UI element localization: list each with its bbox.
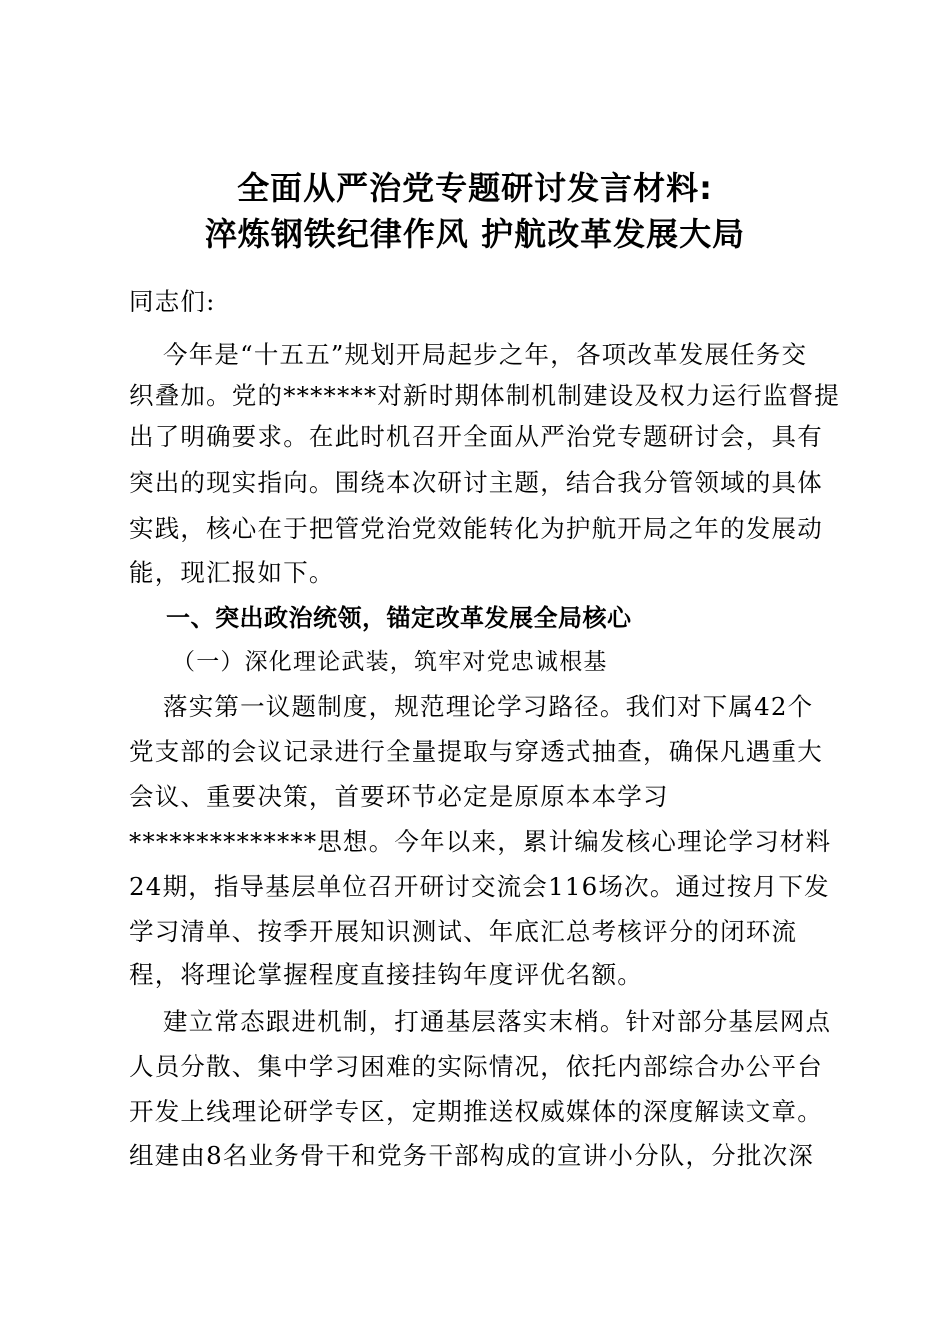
- subsection-heading: （一）深化理论武装，筑牢对党忠诚根基: [172, 649, 608, 675]
- intro-line: 实践，核心在于把管党治党效能转化为护航开局之年的发展动: [129, 514, 823, 543]
- paragraph-line: 组建由8名业务骨干和党务干部构成的宣讲小分队，分批次深: [129, 1141, 814, 1170]
- document-title-line-2: 淬炼钢铁纪律作风 护航改革发展大局: [204, 215, 746, 253]
- intro-line: 织叠加。党的*******对新时期体制机制建设及权力运行监督提: [129, 381, 840, 410]
- section-heading: 一、突出政治统领，锚定改革发展全局核心: [166, 604, 632, 632]
- paragraph-line: **************思想。今年以来，累计编发核心理论学习材料: [129, 827, 832, 856]
- intro-line: 出了明确要求。在此时机召开全面从严治党专题研讨会，具有: [129, 422, 823, 451]
- paragraph-line: 建立常态跟进机制，打通基层落实末梢。针对部分基层网点: [163, 1007, 832, 1036]
- document-title-line-1: 全面从严治党专题研讨发言材料:: [237, 169, 713, 207]
- paragraph-line: 党支部的会议记录进行全量提取与穿透式抽查，确保凡遇重大: [129, 737, 823, 766]
- paragraph-line: 程，将理论掌握程度直接挂钩年度评优名额。: [129, 960, 643, 989]
- paragraph-line: 人员分散、集中学习困难的实际情况，依托内部综合办公平台: [129, 1052, 823, 1081]
- intro-line: 能，现汇报如下。: [129, 558, 335, 587]
- paragraph-line: 学习清单、按季开展知识测试、年底汇总考核评分的闭环流: [129, 917, 798, 946]
- paragraph-line: 24期，指导基层单位召开研讨交流会116场次。通过按月下发: [129, 872, 830, 901]
- intro-line: 突出的现实指向。围绕本次研讨主题，结合我分管领域的具体: [129, 468, 823, 497]
- paragraph-line: 落实第一议题制度，规范理论学习路径。我们对下属42个: [163, 692, 814, 721]
- salutation: 同志们:: [129, 287, 216, 316]
- intro-line: 今年是“十五五”规划开局起步之年，各项改革发展任务交: [163, 340, 808, 369]
- paragraph-line: 开发上线理论研学专区，定期推送权威媒体的深度解读文章。: [129, 1097, 823, 1126]
- paragraph-line: 会议、重要决策，首要环节必定是原原本本学习: [129, 782, 669, 811]
